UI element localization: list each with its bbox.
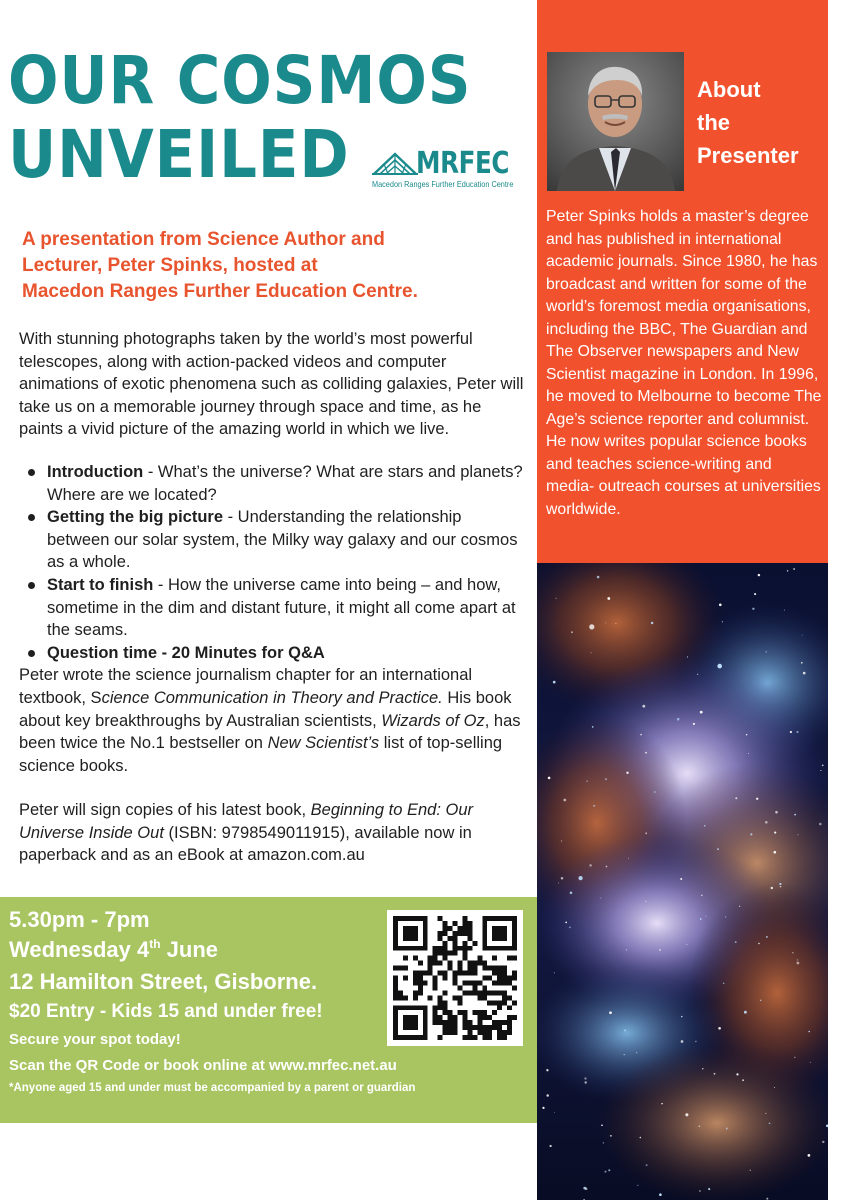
author-text-1: Peter wrote the science journalism chapter for an international textbook, S <box>19 666 473 707</box>
bullet-icon <box>28 469 35 476</box>
qr-code-icon[interactable] <box>387 910 523 1046</box>
topic-item-big-picture <box>19 506 525 574</box>
event-month: June <box>160 937 219 962</box>
title-line-2: UNVEILED <box>8 116 350 193</box>
about-heading-line-2: the <box>697 110 730 135</box>
event-address: 12 Hamilton Street, Gisborne. <box>9 969 318 994</box>
topic-heading: Introduction <box>47 462 144 481</box>
author-text-3: , has been twice the No.1 bestseller on <box>19 711 521 753</box>
bullet-icon <box>28 514 35 521</box>
logo-wordmark: MRFEC <box>416 146 510 181</box>
event-price: $20 Entry - Kids 15 and under free! <box>9 1001 323 1022</box>
description-paragraph: With stunning photographs taken by the world’s most powerful telescopes, along with action-packed videos and computer animations of exotic phenomena such as colliding galaxies, Peter will take us on a memorable journey through space and time, as he paints a vivid picture of the amazing world in which we live. <box>19 330 524 439</box>
author-text-4: list of top-selling science books. <box>19 734 503 775</box>
event-day-suffix: th <box>149 937 161 951</box>
topic-item-introduction <box>19 461 525 506</box>
presenter-sidebar <box>537 0 828 563</box>
tent-roof-icon <box>372 150 418 176</box>
intro-line-1: A presentation from Science Author and <box>22 229 385 250</box>
presenter-portrait-graphic <box>547 52 684 191</box>
about-heading-line-1: About <box>697 77 761 102</box>
bullet-icon <box>28 582 35 589</box>
presenter-bio: Peter Spinks holds a master’s degree and has published in international academic journals. Since 1980, he has broadcast and written for some of the world’s foremost media organisations, including the BBC, The Guardian and The Observer newspapers and New Scientist magazine in London. In 1996, he moved to Melbourne to become The Age’s science reporter and columnist. He now writes popular science books and teaches science-writing and media- outreach courses at universities worldwide. <box>546 208 822 518</box>
textbook-title: cience Communication in Theory and Practice. <box>101 688 443 707</box>
magazine-name: New Scientist’s <box>267 734 380 753</box>
topic-heading: Getting the big picture <box>47 508 223 527</box>
intro-line-2: Lecturer, Peter Spinks, hosted at <box>22 255 318 276</box>
event-cta: Secure your spot today! <box>9 1031 181 1048</box>
author-text-2: His book about key breakthroughs by Australian scientists, <box>19 688 512 730</box>
latest-book-title: Beginning to End: Our Universe Inside Out <box>19 801 474 842</box>
nebula-image <box>537 563 828 1200</box>
topic-item-question-time <box>19 642 525 665</box>
mrfec-logo <box>372 148 524 196</box>
intro-line-3: Macedon Ranges Further Education Centre. <box>22 281 418 302</box>
book-signing-paragraph <box>19 799 525 867</box>
event-booking-info: Scan the QR Code or book online at www.mrfec.net.au <box>9 1057 397 1074</box>
topic-text: - What’s the universe? What are stars and planets? Where are we located? <box>47 462 523 504</box>
event-details-panel <box>0 897 537 1123</box>
event-time: 5.30pm - 7pm <box>9 907 150 932</box>
intro-subtitle <box>22 227 502 305</box>
author-paragraph <box>19 664 525 777</box>
qr-code-graphic <box>393 916 517 1040</box>
event-age-note: *Anyone aged 15 and under must be accompanied by a parent or guardian <box>9 1082 416 1094</box>
topic-list <box>19 461 525 664</box>
topic-text: - Understanding the relationship between our solar system, the Milky way galaxy and our cosmos as a whole. <box>47 508 518 572</box>
bullet-icon <box>28 650 35 657</box>
book-title-wizards: Wizards of Oz <box>381 711 485 730</box>
signing-text-2: (ISBN: 9798549011915), available now in paperback and as an eBook at amazon.com.au <box>19 823 472 865</box>
topic-text: - How the universe came into being – and how, sometime in the dim and distant future, it might all come apart at the seams. <box>47 575 516 640</box>
logo-subtitle: Macedon Ranges Further Education Centre <box>372 179 514 189</box>
about-presenter-heading <box>697 73 822 172</box>
event-day: Wednesday 4 <box>9 937 150 962</box>
signing-text-1: Peter will sign copies of his latest book, <box>19 801 311 820</box>
topic-item-start-to-finish <box>19 574 525 642</box>
topic-heading: Start to finish <box>47 575 154 594</box>
body-copy <box>19 328 525 867</box>
presenter-photo <box>547 52 684 191</box>
about-heading-line-3: Presenter <box>697 143 799 168</box>
topic-heading: Question time - 20 Minutes for Q&A <box>47 643 325 662</box>
nebula-graphic <box>537 563 828 1200</box>
title-line-1: OUR COSMOS <box>8 42 472 119</box>
event-date <box>9 937 218 963</box>
